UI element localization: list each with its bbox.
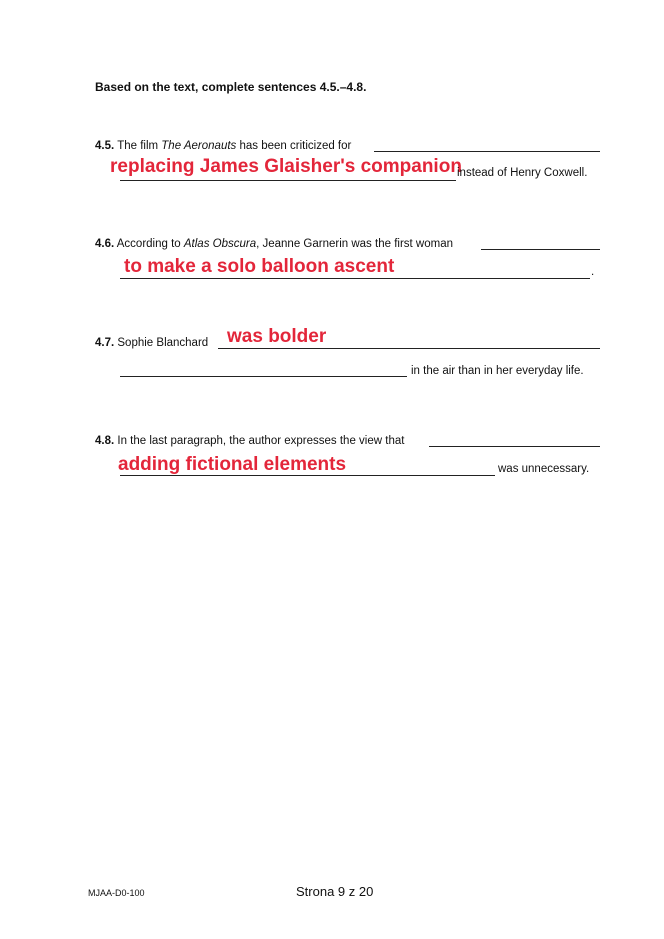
handwritten-answer: was bolder: [227, 326, 327, 347]
question-text: According to: [116, 238, 184, 250]
question-4-7-line1: [95, 336, 208, 350]
handwritten-answer: adding fictional elements: [118, 454, 347, 475]
question-suffix: instead of Henry Coxwell.: [457, 167, 588, 179]
question-number: 4.6.: [95, 238, 115, 250]
question-number: 4.8.: [95, 435, 115, 447]
page-number: Strona 9 z 20: [296, 884, 374, 899]
answer-blank: [374, 151, 600, 152]
answer-blank: [120, 180, 456, 181]
answer-blank: [120, 475, 495, 476]
answer-blank: [481, 249, 600, 250]
question-text: Sophie Blanchard: [117, 337, 209, 349]
question-suffix: .: [591, 266, 595, 278]
question-text: , Jeanne Garnerin was the first woman: [256, 238, 453, 250]
answer-blank: [429, 446, 600, 447]
question-4-5-line1: [95, 139, 351, 153]
question-text: has been criticized for: [236, 140, 352, 152]
question-4-6-line1: [95, 237, 453, 251]
question-4-8-line1: [95, 434, 404, 448]
film-title: The Aeronauts: [161, 140, 237, 152]
handwritten-answer: to make a solo balloon ascent: [124, 256, 395, 277]
answer-blank: [120, 278, 590, 279]
answer-blank: [120, 376, 407, 377]
question-text: The film: [117, 140, 162, 152]
question-suffix: was unnecessary.: [498, 463, 590, 475]
question-number: 4.5.: [95, 140, 115, 152]
question-number: 4.7.: [95, 337, 115, 349]
instruction-heading: Based on the text, complete sentences 4.5.–4.8.: [95, 80, 367, 94]
question-text: In the last paragraph, the author expresses the view that: [117, 435, 405, 447]
question-suffix: in the air than in her everyday life.: [411, 365, 584, 377]
source-title: Atlas Obscura: [183, 238, 257, 250]
document-code: MJAA-D0-100: [88, 888, 145, 898]
handwritten-answer: replacing James Glaisher's companion: [110, 156, 462, 177]
answer-blank: [218, 348, 600, 349]
